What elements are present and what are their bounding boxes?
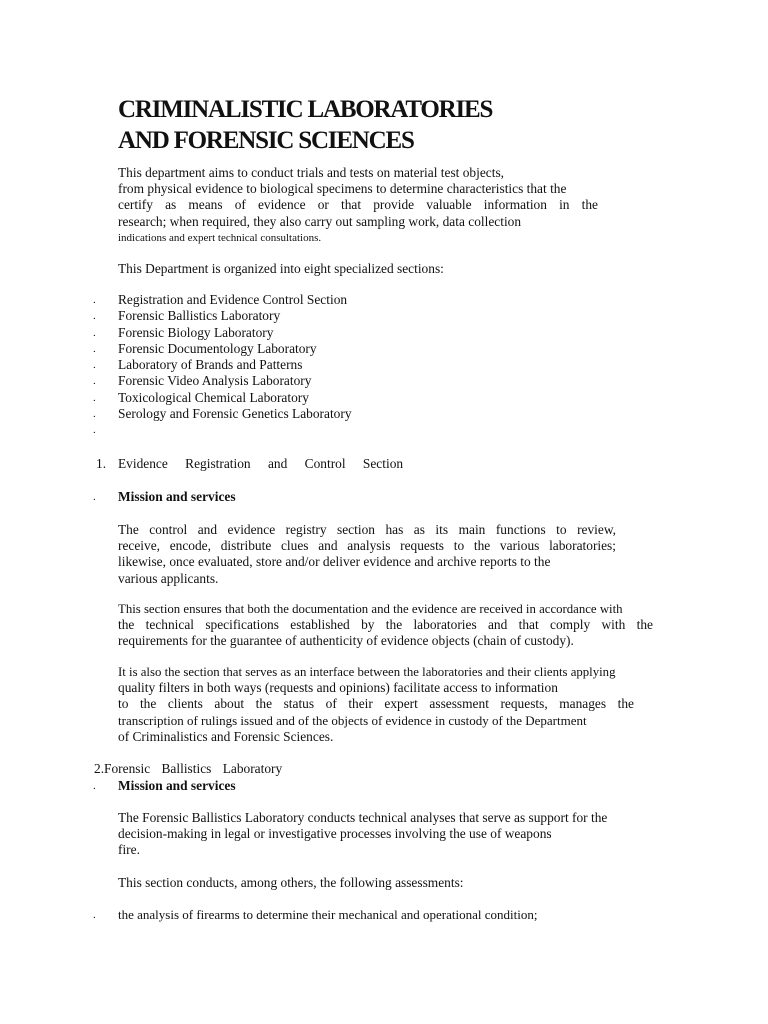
paragraph-line: to the clients about the status of their expert assessment requests, manages the [118, 696, 634, 712]
bullet-mark: . [93, 408, 96, 421]
section-2-assessment-item: the analysis of firearms to determine their mechanical and operational condition; [118, 907, 538, 922]
title-line-2: AND FORENSIC SCIENCES [118, 127, 414, 154]
section-1-paragraph-3 [118, 664, 634, 745]
list-item [0, 325, 768, 341]
paragraph-line: The control and evidence registry section has as its main functions to review, [118, 522, 616, 537]
intro-line: from physical evidence to biological specimens to determine characteristics that the [118, 181, 567, 197]
bullet-mark: . [93, 780, 96, 792]
bullet-mark: . [93, 491, 96, 503]
section-2-assessments-intro: This section conducts, among others, the following assessments: [118, 875, 464, 890]
organized-sentence: This Department is organized into eight specialized sections: [118, 261, 444, 276]
paragraph-line: likewise, once evaluated, store and/or deliver evidence and archive reports to the [118, 554, 551, 570]
list-item-label: Serology and Forensic Genetics Laboratory [118, 406, 352, 422]
paragraph-line: requirements for the guarantee of authenticity of evidence objects (chain of custody). [118, 633, 574, 649]
list-item [0, 373, 768, 389]
section-1-paragraph-1 [118, 522, 616, 587]
list-item [0, 357, 768, 373]
list-item [0, 308, 768, 324]
intro-line: certify as means of evidence or that provide valuable information in the [118, 197, 598, 213]
list-item-label: Registration and Evidence Control Section [118, 292, 348, 307]
section-1-paragraph-2 [118, 601, 653, 650]
title-line-1: CRIMINALISTIC LABORATORIES [118, 96, 493, 123]
list-item [0, 341, 768, 357]
bullet-mark: . [93, 424, 96, 437]
paragraph-line: fire. [118, 842, 140, 858]
paragraph-line: The Forensic Ballistics Laboratory conducts technical analyses that serve as support for the [118, 810, 608, 825]
paragraph-line: various applicants. [118, 570, 219, 586]
intro-paragraph [118, 165, 598, 246]
list-item [0, 406, 768, 422]
section-1-number: 1. [96, 456, 107, 471]
bullet-mark: . [93, 359, 96, 372]
paragraph-line: quality filters in both ways (requests and opinions) facilitate access to information [118, 680, 558, 696]
paragraph-line: decision-making in legal or investigative processes involving the use of weapons [118, 826, 552, 842]
intro-line: indications and expert technical consultations. [118, 231, 322, 244]
list-item [0, 292, 768, 308]
list-item-label: Forensic Documentology Laboratory [118, 340, 317, 356]
bullet-mark: . [93, 391, 96, 404]
list-item-label: Toxicological Chemical Laboratory [118, 389, 309, 405]
list-item-label: Forensic Video Analysis Laboratory [118, 373, 312, 389]
sections-list [0, 292, 768, 439]
section-2-heading: 2.Forensic Ballistics Laboratory [94, 761, 283, 776]
intro-line: This department aims to conduct trials and tests on material test objects, [118, 165, 505, 180]
paragraph-line: receive, encode, distribute clues and analysis requests to the various laboratories; [118, 538, 616, 554]
bullet-mark: . [93, 294, 96, 306]
list-item-label: Laboratory of Brands and Patterns [118, 357, 303, 373]
list-item [0, 422, 768, 438]
bullet-mark: . [93, 375, 96, 388]
paragraph-line: This section ensures that both the documentation and the evidence are received in accordance with [118, 602, 623, 616]
section-1-heading: Evidence Registration and Control Section [118, 456, 404, 471]
section-1-mission-heading: Mission and services [118, 489, 236, 504]
paragraph-line: It is also the section that serves as an interface between the laboratories and their clients applying [118, 665, 616, 679]
bullet-mark: . [93, 342, 96, 355]
intro-line: research; when required, they also carry out sampling work, data collection [118, 213, 522, 229]
paragraph-line: of Criminalistics and Forensic Sciences. [118, 728, 334, 744]
paragraph-line: the technical specifications established by the laboratories and that comply with the [118, 617, 653, 633]
section-2-paragraph-1 [118, 810, 666, 859]
document-title [118, 94, 718, 156]
paragraph-line: transcription of rulings issued and of the objects of evidence in custody of the Department [118, 712, 587, 728]
list-item-label: Forensic Biology Laboratory [118, 324, 274, 340]
section-2-mission-heading: Mission and services [118, 778, 236, 793]
bullet-mark: . [93, 310, 96, 323]
list-item [0, 390, 768, 406]
bullet-mark: . [93, 909, 96, 921]
bullet-mark: . [93, 326, 96, 339]
list-item-label: Forensic Ballistics Laboratory [118, 308, 281, 324]
